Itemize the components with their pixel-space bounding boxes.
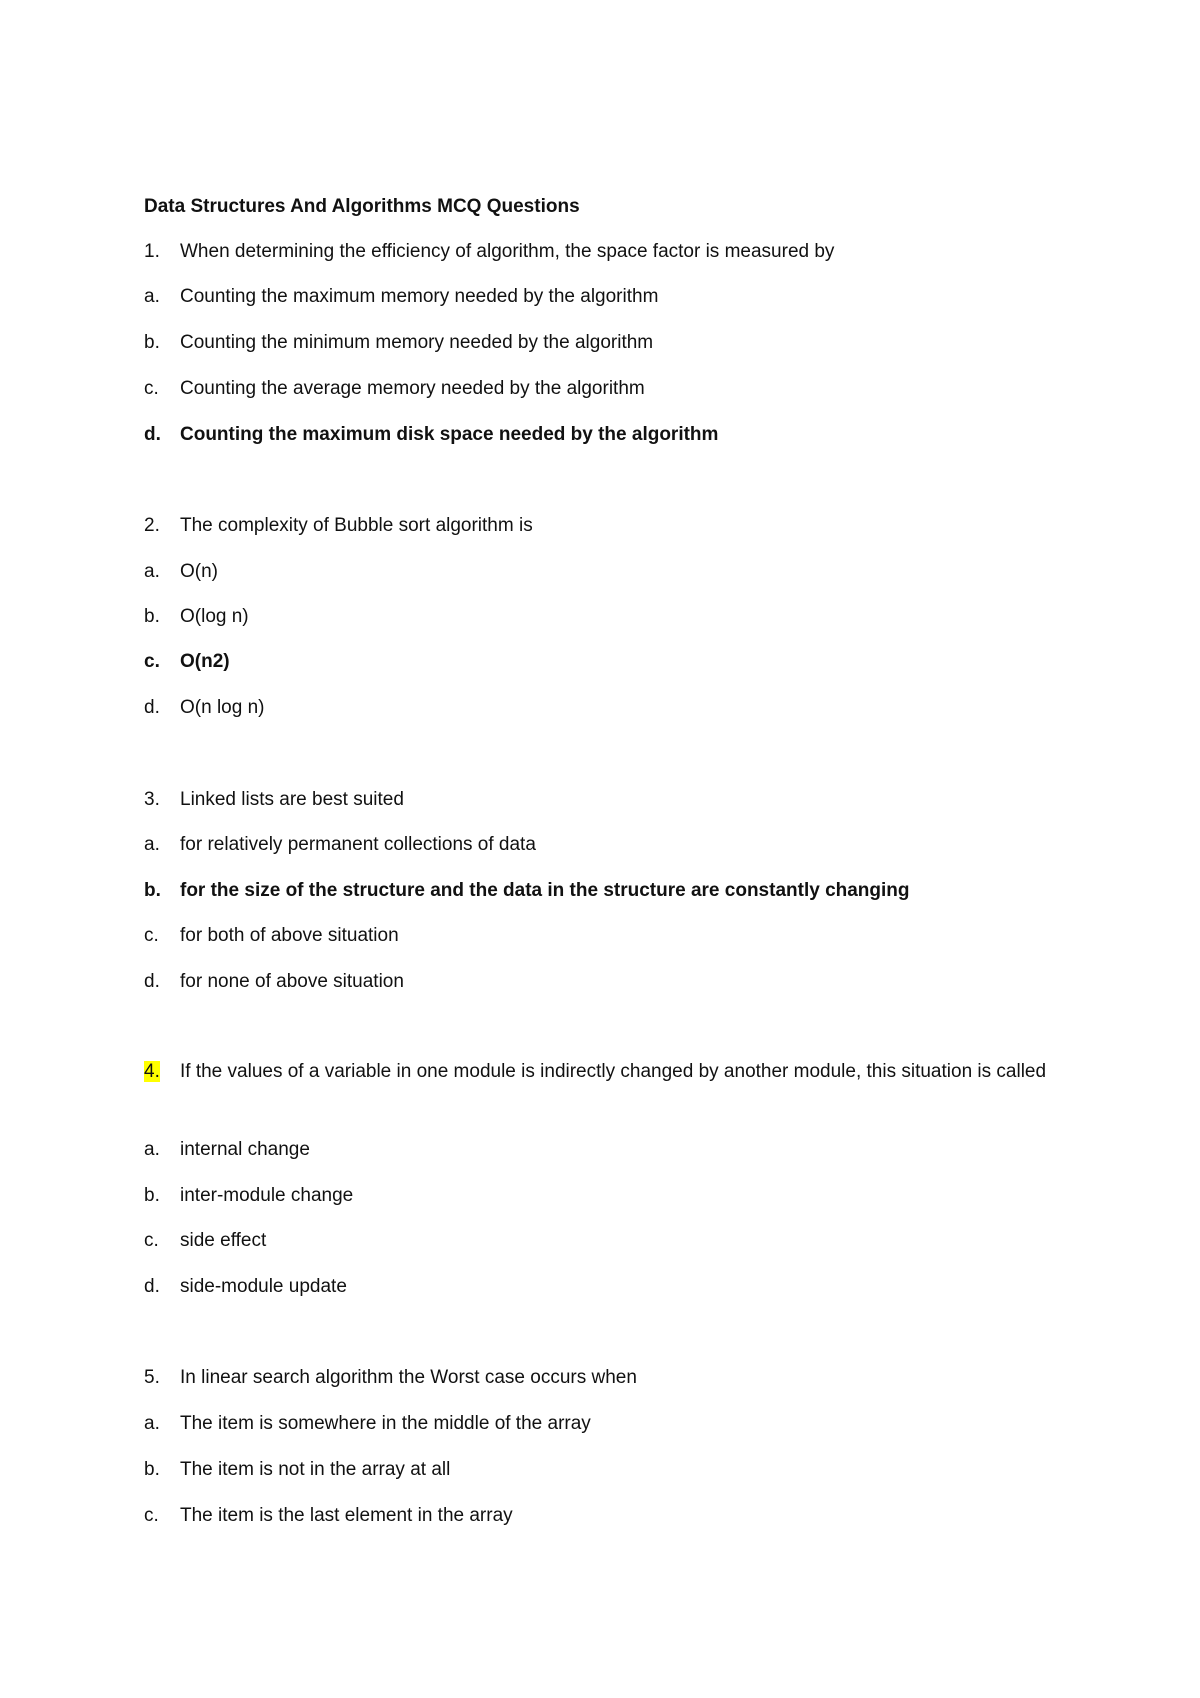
option-letter: d.	[144, 1276, 160, 1297]
option-2d	[144, 696, 264, 720]
option-letter: d.	[144, 697, 160, 718]
question-text: If the values of a variable in one module is indirectly changed by another module, this situation is called	[180, 1061, 1047, 1082]
option-letter: b.	[144, 332, 160, 353]
option-letter: b.	[144, 606, 160, 627]
option-text: Counting the maximum disk space needed by the algorithm	[180, 424, 719, 445]
option-2b	[144, 605, 249, 629]
question-text: When determining the efficiency of algorithm, the space factor is measured by	[180, 241, 835, 262]
question-number: 5.	[144, 1367, 160, 1388]
option-1b	[144, 331, 653, 355]
option-text: O(n log n)	[180, 697, 265, 718]
option-text: Counting the minimum memory needed by the algorithm	[180, 332, 654, 353]
option-text: inter-module change	[180, 1185, 354, 1206]
option-letter: b.	[144, 880, 161, 901]
question-text: In linear search algorithm the Worst case occurs when	[180, 1367, 637, 1388]
option-5c	[144, 1504, 513, 1528]
option-letter: c.	[144, 925, 159, 946]
option-4a	[144, 1138, 310, 1162]
question-number: 3.	[144, 789, 160, 810]
document-title: Data Structures And Algorithms MCQ Questions	[144, 196, 580, 217]
question-text: The complexity of Bubble sort algorithm is	[180, 515, 533, 536]
option-letter: c.	[144, 1230, 159, 1251]
option-letter: b.	[144, 1459, 160, 1480]
option-3b-correct	[144, 879, 910, 903]
option-letter: d.	[144, 424, 161, 445]
option-letter: c.	[144, 378, 159, 399]
option-letter: a.	[144, 834, 160, 855]
question-number: 1.	[144, 241, 160, 262]
question-number-highlight	[144, 1057, 180, 1087]
option-1a	[144, 285, 658, 309]
option-text: side-module update	[180, 1276, 347, 1297]
option-3a	[144, 833, 536, 857]
option-letter: d.	[144, 971, 160, 992]
question-5	[144, 1366, 637, 1390]
question-4	[144, 1057, 1064, 1087]
option-2c-correct	[144, 650, 230, 674]
option-3d	[144, 970, 404, 994]
option-text: side effect	[180, 1230, 267, 1251]
question-text: Linked lists are best suited	[180, 789, 404, 810]
option-3c	[144, 924, 399, 948]
option-text: O(log n)	[180, 606, 249, 627]
question-number: 2.	[144, 515, 160, 536]
option-4c	[144, 1229, 266, 1253]
option-letter: a.	[144, 1139, 160, 1160]
option-text: for the size of the structure and the data in the structure are constantly changing	[180, 880, 910, 901]
option-text: for none of above situation	[180, 971, 404, 992]
question-1	[144, 240, 834, 264]
option-1c	[144, 377, 645, 401]
option-letter: c.	[144, 1505, 159, 1526]
question-3	[144, 788, 404, 812]
option-letter: a.	[144, 561, 160, 582]
option-text: O(n2)	[180, 651, 230, 672]
option-4d	[144, 1275, 347, 1299]
option-letter: a.	[144, 1413, 160, 1434]
option-text: The item is somewhere in the middle of the array	[180, 1413, 591, 1434]
option-2a	[144, 560, 218, 584]
option-1d-correct	[144, 423, 718, 447]
option-text: for both of above situation	[180, 925, 399, 946]
option-text: The item is the last element in the array	[180, 1505, 513, 1526]
option-text: for relatively permanent collections of data	[180, 834, 536, 855]
option-letter: a.	[144, 286, 160, 307]
option-text: Counting the maximum memory needed by the algorithm	[180, 286, 659, 307]
question-2	[144, 514, 533, 538]
option-5b	[144, 1458, 450, 1482]
option-text: O(n)	[180, 561, 218, 582]
question-number: 4.	[144, 1061, 160, 1082]
option-text: Counting the average memory needed by the algorithm	[180, 378, 645, 399]
option-letter: b.	[144, 1185, 160, 1206]
option-text: The item is not in the array at all	[180, 1459, 451, 1480]
option-4b	[144, 1184, 353, 1208]
option-letter: c.	[144, 651, 160, 672]
option-text: internal change	[180, 1139, 310, 1160]
option-5a	[144, 1412, 591, 1436]
